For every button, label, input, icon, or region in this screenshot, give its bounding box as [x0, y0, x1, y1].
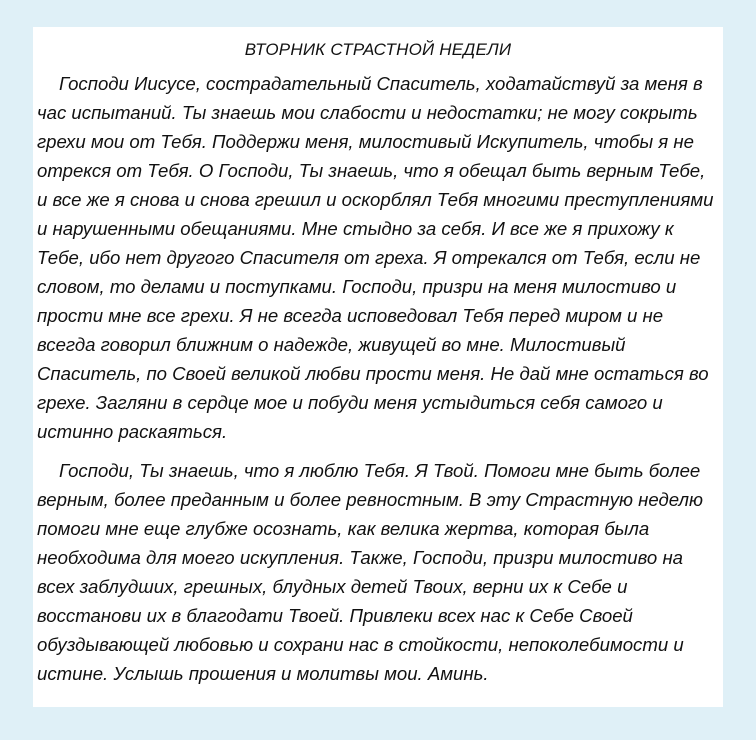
- document-page: [33, 27, 723, 707]
- prayer-paragraph-2: Господи, Ты знаешь, что я люблю Тебя. Я Твой. Помоги мне быть более верным, более преданным и более ревностным. В эту Страстную неделю помоги мне еще глубже осознать, как велика жертва, которая была необходима для моего искупления. Также, Господи, призри милостиво на всех заблудших, грешных, блудных детей Твоих, верни их к Себе и восстанови их в благодати Твоей. Привлеки всех нас к Себе Своей обуздывающей любовью и сохрани нас в стойкости, непоколебимости и истине. Услышь прошения и молитвы мои. Аминь.: [37, 460, 703, 684]
- prayer-paragraph-1: Господи Иисусе, сострадательный Спаситель, ходатайствуй за меня в час испытаний. Ты знаешь мои слабости и недостатки; не могу сокрыть грехи мои от Тебя. Поддержи меня, милостивый Искупитель, чтобы я не отрекся от Тебя. О Господи, Ты знаешь, что я обещал быть верным Тебе, и все же я снова и снова грешил и оскорблял Тебя многими преступлениями и нарушенными обещаниями. Мне стыдно за себя. И все же я прихожу к Тебе, ибо нет другого Спасителя от греха. Я отрекался от Тебя, если не словом, то делами и поступками. Господи, призри на меня милостиво и прости мне все грехи. Я не всегда исповедовал Тебя перед миром и не всегда говорил ближним о надежде, живущей во мне. Милостивый Спаситель, по Своей великой любви прости меня. Не дай мне остаться во грехе. Загляни в сердце мое и побуди меня устыдиться себя самого и истинно раскаяться.: [37, 73, 714, 442]
- document-title: ВТОРНИК СТРАСТНОЙ НЕДЕЛИ: [244, 40, 512, 59]
